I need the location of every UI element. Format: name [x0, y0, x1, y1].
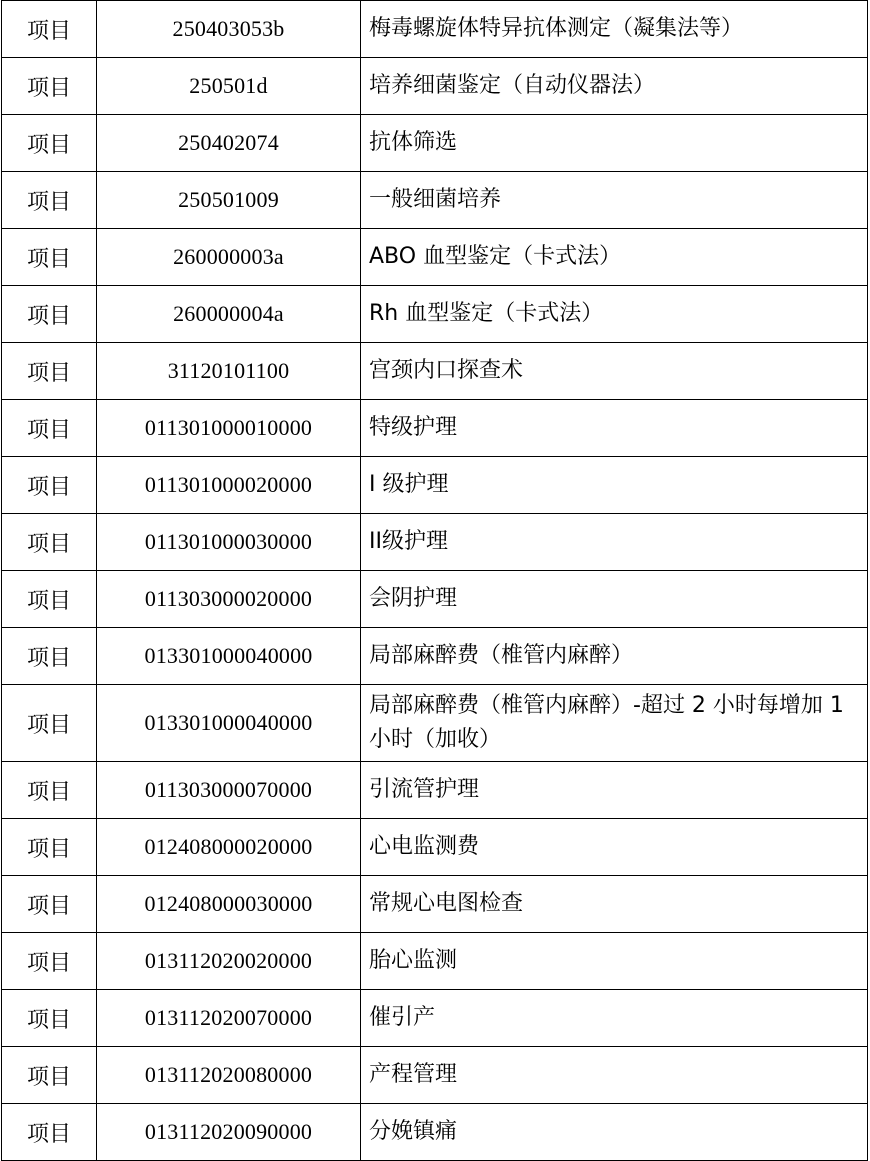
- table-row: [2, 762, 868, 819]
- item-code-cell: 250402074: [97, 115, 361, 172]
- item-name-cell: I 级护理: [361, 457, 868, 514]
- item-type-cell: 项目: [2, 628, 97, 685]
- table-row: [2, 286, 868, 343]
- item-code-cell: 250501009: [97, 172, 361, 229]
- table-row: [2, 685, 868, 762]
- item-code-cell: 012408000030000: [97, 876, 361, 933]
- item-type-cell: 项目: [2, 1047, 97, 1104]
- table-row: [2, 343, 868, 400]
- item-type-cell: 项目: [2, 876, 97, 933]
- table-row: [2, 400, 868, 457]
- table-row: [2, 172, 868, 229]
- billing-items-table: [1, 0, 868, 1161]
- item-name-cell: 胎心监测: [361, 933, 868, 990]
- item-name-cell: 抗体筛选: [361, 115, 868, 172]
- table-row: [2, 1104, 868, 1161]
- item-type-cell: 项目: [2, 819, 97, 876]
- item-name-cell: 常规心电图检查: [361, 876, 868, 933]
- item-type-cell: 项目: [2, 400, 97, 457]
- item-type-cell: 项目: [2, 457, 97, 514]
- item-type-cell: 项目: [2, 762, 97, 819]
- item-name-cell: 培养细菌鉴定（自动仪器法）: [361, 58, 868, 115]
- item-name-cell: 产程管理: [361, 1047, 868, 1104]
- item-name-cell: 特级护理: [361, 400, 868, 457]
- item-type-cell: 项目: [2, 990, 97, 1047]
- item-name-cell: ABO 血型鉴定（卡式法）: [361, 229, 868, 286]
- item-code-cell: 011303000070000: [97, 762, 361, 819]
- item-name-cell: 会阴护理: [361, 571, 868, 628]
- item-code-cell: 260000004a: [97, 286, 361, 343]
- item-type-cell: 项目: [2, 514, 97, 571]
- item-code-cell: 011301000010000: [97, 400, 361, 457]
- item-code-cell: 011301000030000: [97, 514, 361, 571]
- item-code-cell: 011301000020000: [97, 457, 361, 514]
- item-name-cell: 局部麻醉费（椎管内麻醉）-超过 2 小时每增加 1 小时（加收）: [361, 685, 868, 762]
- table-row: [2, 571, 868, 628]
- item-type-cell: 项目: [2, 685, 97, 762]
- item-name-cell: 一般细菌培养: [361, 172, 868, 229]
- table-row: [2, 457, 868, 514]
- item-type-cell: 项目: [2, 1104, 97, 1161]
- item-type-cell: 项目: [2, 1, 97, 58]
- table-row: [2, 876, 868, 933]
- item-type-cell: 项目: [2, 172, 97, 229]
- item-type-cell: 项目: [2, 58, 97, 115]
- table-row: [2, 58, 868, 115]
- item-name-cell: 梅毒螺旋体特异抗体测定（凝集法等）: [361, 1, 868, 58]
- table-row: [2, 819, 868, 876]
- table-row: [2, 990, 868, 1047]
- item-code-cell: 013112020090000: [97, 1104, 361, 1161]
- item-code-cell: 011303000020000: [97, 571, 361, 628]
- table-row: [2, 115, 868, 172]
- item-type-cell: 项目: [2, 933, 97, 990]
- item-code-cell: 012408000020000: [97, 819, 361, 876]
- item-name-cell: 分娩镇痛: [361, 1104, 868, 1161]
- item-name-cell: 心电监测费: [361, 819, 868, 876]
- table-row: [2, 933, 868, 990]
- table-row: [2, 229, 868, 286]
- item-code-cell: 013112020080000: [97, 1047, 361, 1104]
- item-name-cell: 引流管护理: [361, 762, 868, 819]
- item-name-cell: Rh 血型鉴定（卡式法）: [361, 286, 868, 343]
- item-code-cell: 013112020020000: [97, 933, 361, 990]
- item-name-cell: 宫颈内口探查术: [361, 343, 868, 400]
- item-type-cell: 项目: [2, 343, 97, 400]
- item-code-cell: 250403053b: [97, 1, 361, 58]
- item-name-cell: 局部麻醉费（椎管内麻醉）: [361, 628, 868, 685]
- table-row: [2, 514, 868, 571]
- item-name-cell: 催引产: [361, 990, 868, 1047]
- item-type-cell: 项目: [2, 286, 97, 343]
- item-code-cell: 250501d: [97, 58, 361, 115]
- item-code-cell: 013112020070000: [97, 990, 361, 1047]
- item-code-cell: 013301000040000: [97, 685, 361, 762]
- item-code-cell: 260000003a: [97, 229, 361, 286]
- item-code-cell: 31120101100: [97, 343, 361, 400]
- item-name-cell: II级护理: [361, 514, 868, 571]
- table-row: [2, 628, 868, 685]
- table-row: [2, 1047, 868, 1104]
- item-type-cell: 项目: [2, 229, 97, 286]
- item-code-cell: 013301000040000: [97, 628, 361, 685]
- item-type-cell: 项目: [2, 115, 97, 172]
- item-type-cell: 项目: [2, 571, 97, 628]
- table-row: [2, 1, 868, 58]
